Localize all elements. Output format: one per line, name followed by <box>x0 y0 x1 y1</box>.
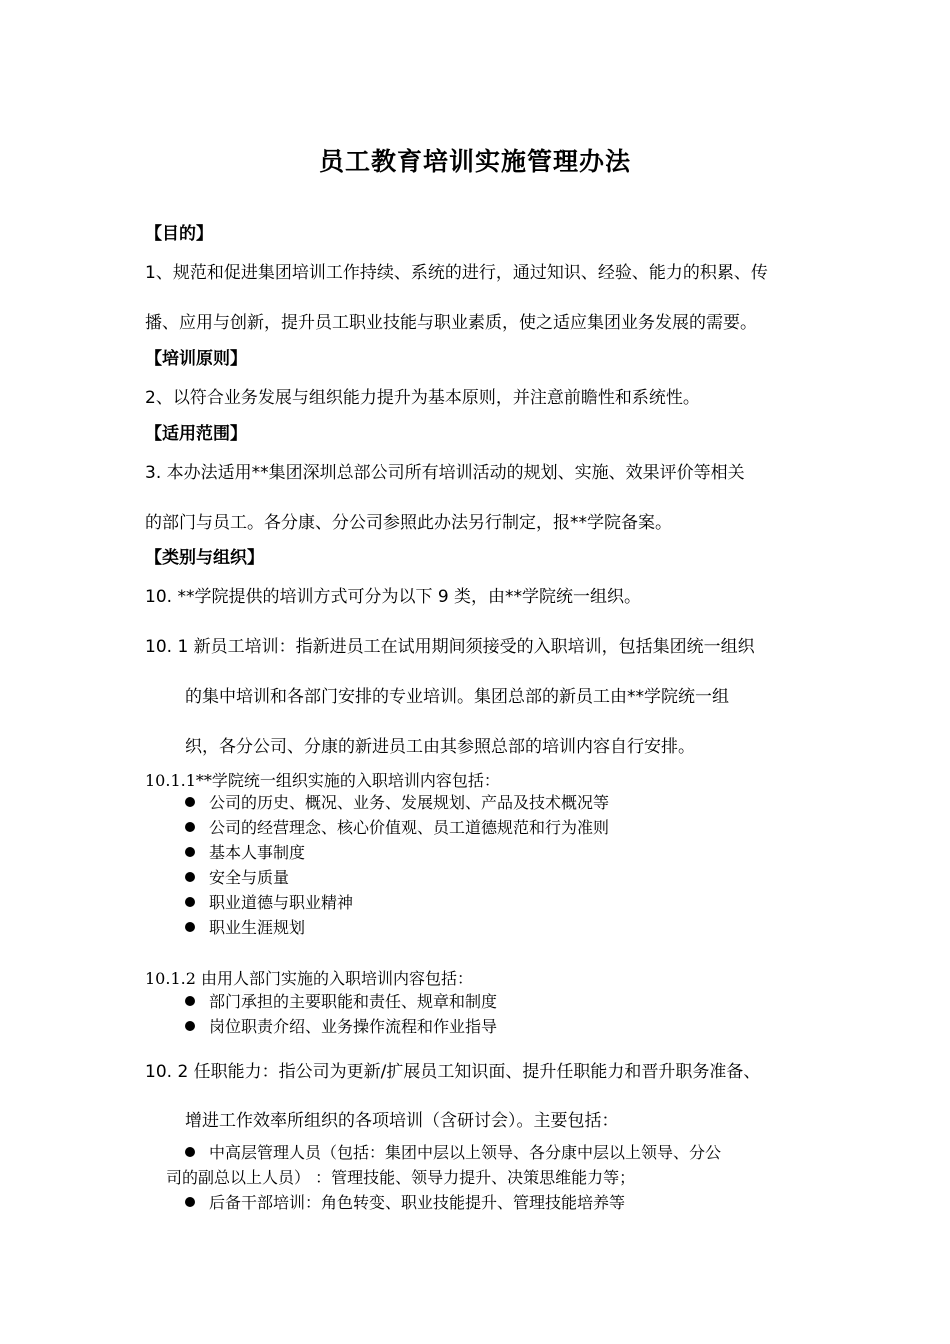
list-item: 岗位职责介绍、业务操作流程和作业指导 <box>185 1014 497 1039</box>
heading-principle: 【培训原则】 <box>145 349 247 369</box>
section-10-2-line-2: 增进工作效率所组织的各项培训（含研讨会）。主要包括： <box>185 1111 619 1131</box>
bullet-icon <box>185 1197 195 1207</box>
bullet-icon <box>185 922 195 932</box>
heading-scope: 【适用范围】 <box>145 424 247 444</box>
bullet-icon <box>185 822 195 832</box>
category-intro: 10. **学院提供的培训方式可分为以下 9 类，由**学院统一组织。 <box>145 587 642 607</box>
bullet-icon <box>185 1147 195 1157</box>
list-item: 部门承担的主要职能和责任、规章和制度 <box>185 989 497 1014</box>
list-item: 基本人事制度 <box>185 840 609 865</box>
section-10-2-line-1: 10. 2 任职能力：指公司为更新/扩展员工知识面、提升任职能力和晋升职务准备、 <box>145 1062 761 1082</box>
section-10-1-line-3: 织，各分公司、分康的新进员工由其参照总部的培训内容自行安排。 <box>185 737 695 757</box>
bullet-icon <box>185 1021 195 1031</box>
bullet-icon <box>185 897 195 907</box>
heading-category: 【类别与组织】 <box>145 548 264 568</box>
section-10-2-item-1-line-1: 中高层管理人员（包括：集团中层以上领导、各分康中层以上领导、分公 <box>185 1140 721 1163</box>
list-item: 安全与质量 <box>185 865 609 890</box>
section-10-2-item-2: 后备干部培训：角色转变、职业技能提升、管理技能培养等 <box>185 1190 625 1213</box>
list-item: 公司的历史、概况、业务、发展规划、产品及技术概况等 <box>185 790 609 815</box>
section-10-1-line-1: 10. 1 新员工培训：指新进员工在试用期间须接受的入职培训，包括集团统一组织 <box>145 637 755 657</box>
purpose-line-1: 1、规范和促进集团培训工作持续、系统的进行，通过知识、经验、能力的积累、传 <box>145 263 768 283</box>
list-item: 职业生涯规划 <box>185 915 609 940</box>
bullet-icon <box>185 847 195 857</box>
section-10-1-1-list <box>185 790 609 940</box>
list-item: 公司的经营理念、核心价值观、员工道德规范和行为准则 <box>185 815 609 840</box>
bullet-icon <box>185 872 195 882</box>
section-10-1-1-title: 10.1.1**学院统一组织实施的入职培训内容包括： <box>145 771 500 790</box>
bullet-icon <box>185 797 195 807</box>
document-title: 员工教育培训实施管理办法 <box>318 147 631 176</box>
section-10-1-line-2: 的集中培训和各部门安排的专业培训。集团总部的新员工由**学院统一组 <box>185 687 729 707</box>
list-item: 职业道德与职业精神 <box>185 890 609 915</box>
heading-purpose: 【目的】 <box>145 224 213 244</box>
section-10-1-2-title: 10.1.2 由用人部门实施的入职培训内容包括： <box>145 969 473 988</box>
bullet-icon <box>185 996 195 1006</box>
scope-line-1: 3. 本办法适用**集团深圳总部公司所有培训活动的规划、实施、效果评价等相关 <box>145 463 745 483</box>
purpose-line-2: 播、应用与创新，提升员工职业技能与职业素质，使之适应集团业务发展的需要。 <box>145 313 757 333</box>
section-10-2-item-1-line-2: 司的副总以上人员） ：管理技能、领导力提升、决策思维能力等； <box>166 1168 636 1187</box>
principle-line-1: 2、以符合业务发展与组织能力提升为基本原则，并注意前瞻性和系统性。 <box>145 388 700 408</box>
scope-line-2: 的部门与员工。各分康、分公司参照此办法另行制定，报**学院备案。 <box>145 513 672 533</box>
section-10-1-2-list <box>185 989 497 1039</box>
